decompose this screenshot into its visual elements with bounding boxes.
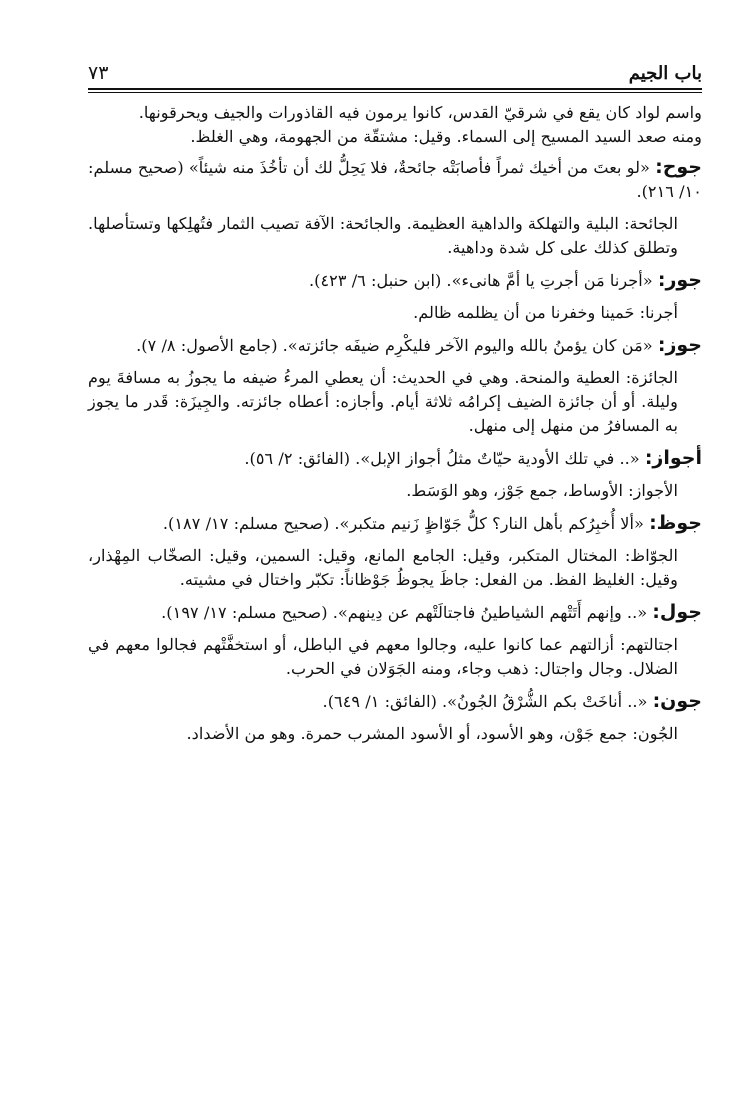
chapter-title: باب الجيم — [628, 63, 702, 84]
entry-text: «أجرنا مَن أجرتِ يا أمَّ هانىء». (ابن حنبل: ٦/ ٤٢٣). — [308, 271, 653, 290]
entry-headword: أجواز: — [644, 447, 702, 469]
entry-text: «ألا أُخبِرُكم بأهل النار؟ كلُّ جَوّاظٍ زَنيم متكبر». (صحيح مسلم: ١٧/ ١٨٧). — [162, 514, 644, 533]
book-page — [88, 56, 702, 754]
entry-text: «.. أناخَتْ بكم الشُّرْقُ الجُونُ». (الفائق: ١/ ٦٤٩). — [322, 692, 648, 711]
entry-headword: جول: — [652, 601, 702, 623]
entry-jawz2 — [88, 511, 702, 536]
entry-headword: جوز: — [657, 334, 702, 356]
gloss-paragraph: الجائزة: العطية والمنحة. وهي في الحديث: أن يعطي المرءُ ضيفه ما يجوزُ به مسافةَ يوم وليلة. أو أن جائزة الضيف إكرامُه ثلاثة أيام. وأجازه: أعطاه جائزته. والجِيزَة: قَدر ما يجوز به المسافرُ من منهل إلى منهل. — [88, 368, 678, 435]
entry-text: «لو بعتَ من أخيك ثمراً فأصابَتْه جائحةٌ، فلا يَحِلُّ لك أن تأخُذَ منه شيئاً» (صحيح مسلم: ١٠/ ٢١٦). — [88, 158, 702, 201]
gloss-paragraph: الأجواز: الأوساط، جمع جَوْز، وهو الوَسَط. — [406, 481, 678, 500]
page-body — [88, 101, 702, 746]
paragraph-line: ومنه صعد السيد المسيح إلى السماء. وقيل: مشتقّة من الجهومة، وهي الغلظ. — [190, 127, 702, 146]
gloss-paragraph: الجوّاظ: المختال المتكبر، وقيل: الجامع المانع، وقيل: السمين، وقيل: الصخّاب المِهْذار، وقيل: الغليظ الفظ. من الفعل: جاظَ يجوظُ جَوْظاناً: تكبّر واختال في مشيته. — [88, 546, 678, 589]
paragraph — [88, 101, 702, 149]
entry-jawl — [88, 600, 702, 625]
paragraph-line: واسم لواد كان يقع في شرقيّ القدس، كانوا يرمون فيه القاذورات والجيف ويحرقونها. — [138, 103, 702, 122]
gloss-paragraph: الجائحة: البلية والتهلكة والداهية العظيمة. والجائحة: الآفة تصيب الثمار فتُهلِكها وتستأصلها. وتطلق كذلك على كل شدة وداهية. — [88, 214, 678, 257]
entry-jawr — [88, 268, 702, 293]
header-rule-thick — [88, 88, 702, 90]
entry-text: «.. في تلك الأودية حيّاتٌ مثلُ أجواز الإبل». (الفائق: ٢/ ٥٦). — [244, 449, 640, 468]
entry-jawz — [88, 333, 702, 358]
entry-headword: جوظ: — [649, 512, 702, 534]
gloss-paragraph: الجُون: جمع جَوْن، وهو الأسود، أو الأسود المشرب حمرة. وهو من الأضداد. — [186, 724, 678, 743]
entry-ajwaz — [88, 446, 702, 471]
entry-headword: جوح: — [655, 156, 702, 178]
page-number: ٧٣ — [88, 62, 109, 84]
entry-headword: جون: — [652, 690, 702, 712]
gloss-paragraph: اجتالتهم: أزالتهم عما كانوا عليه، وجالوا معهم في الباطل، أو استخفَّتْهم فجالوا معهم في الضلال. وجال واجتال: ذهب وجاء، ومنه الجَوَلان في الحرب. — [88, 635, 678, 678]
gloss-paragraph: أجرنا: حَمينا وخفرنا من أن يظلمه ظالم. — [413, 303, 678, 322]
entry-text: «مَن كان يؤمنُ بالله واليوم الآخر فليكْرِم ضيفَه جائزته». (جامع الأصول: ٨/ ٧). — [136, 336, 653, 355]
entry-jawh — [88, 155, 702, 204]
entry-jawn — [88, 689, 702, 714]
page-header — [88, 56, 702, 84]
entry-text: «.. وإنهم أَتَتْهم الشياطينُ فاجتالَتْهم عن دِينهم». (صحيح مسلم: ١٧/ ١٩٧). — [161, 603, 648, 622]
header-rule-thin — [88, 92, 702, 93]
entry-headword: جور: — [657, 269, 702, 291]
